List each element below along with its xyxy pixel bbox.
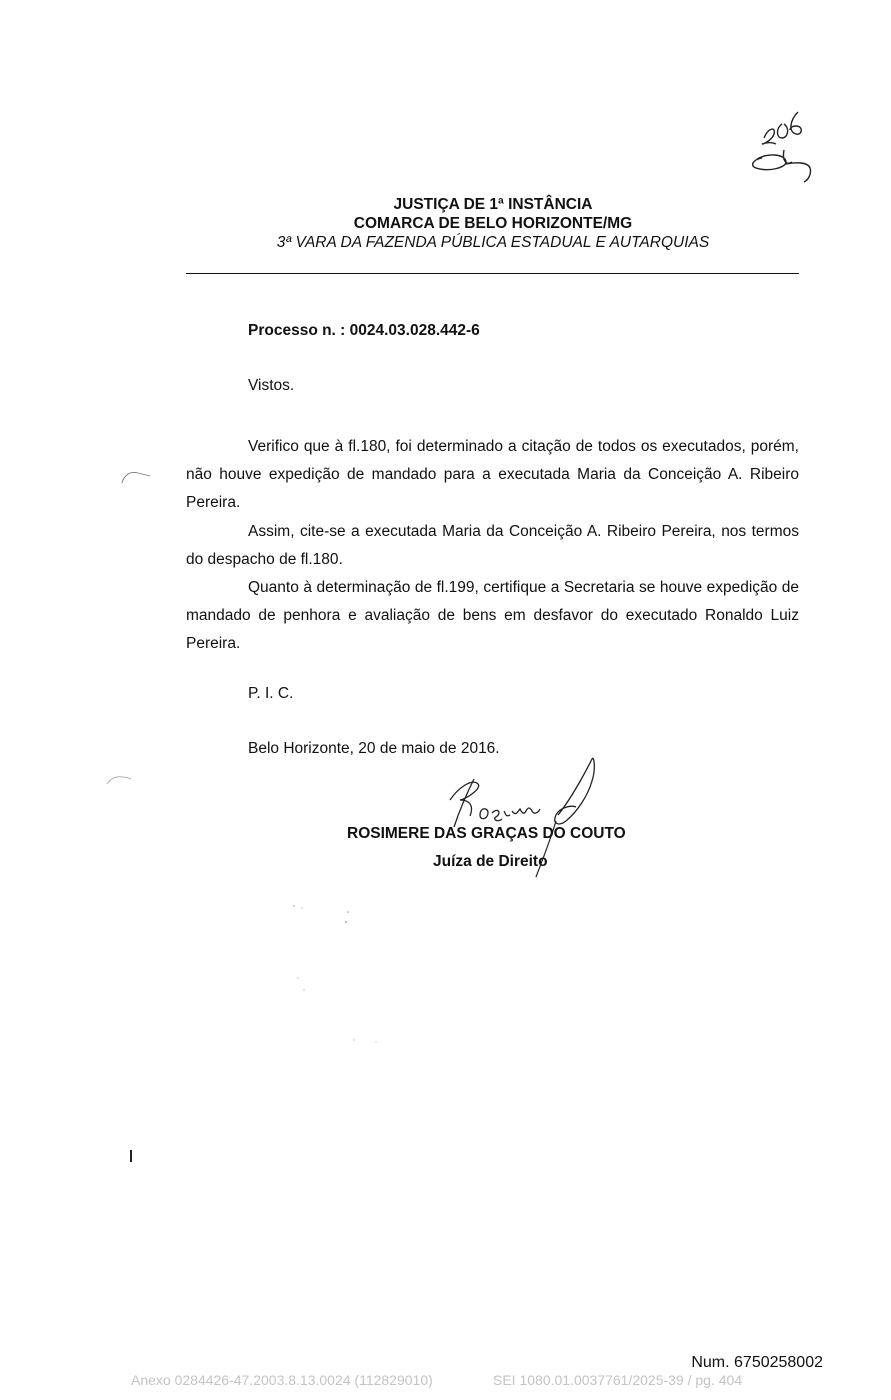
header-division: 3ª VARA DA FAZENDA PÚBLICA ESTADUAL E AUTARQUIAS (276, 234, 710, 251)
vistos-label: Vistos. (248, 377, 295, 394)
document-number: Num. 6750258002 (691, 1354, 823, 1371)
header-divider (186, 273, 799, 274)
paragraph-2: Assim, cite-se a executada Maria da Conceição A. Ribeiro Pereira, nos termos do despacho de fl.180. (186, 522, 799, 568)
header-court-level: JUSTIÇA DE 1ª INSTÂNCIA (393, 196, 593, 213)
place-and-date: Belo Horizonte, 20 de maio de 2016. (248, 740, 500, 757)
footer-sei-reference: SEI 1080.01.0037761/2025-39 / pg. 404 (493, 1372, 743, 1388)
process-number: Processo n. : 0024.03.028.442-6 (248, 322, 480, 339)
scan-specks (280, 900, 400, 1060)
handwritten-folio-number (740, 100, 830, 200)
margin-pencil-mark-2 (104, 770, 134, 790)
signer-role: Juíza de Direito (433, 853, 548, 870)
pic-abbreviation: P. I. C. (248, 685, 294, 702)
court-header (0, 195, 891, 252)
decision-body (186, 433, 799, 659)
margin-pencil-mark (118, 465, 152, 487)
signer-name: ROSIMERE DAS GRAÇAS DO COUTO (347, 825, 626, 842)
header-district: COMARCA DE BELO HORIZONTE/MG (353, 215, 633, 232)
footer-annex-reference: Anexo 0284426-47.2003.8.13.0024 (112829010) (131, 1372, 433, 1388)
paragraph-1: Verifico que à fl.180, foi determinado a citação de todos os executados, porém, não houve expedição de mandado para a executada Maria da Conceição A. Ribeiro Pereira. (186, 438, 799, 512)
margin-tick-mark (130, 1150, 132, 1162)
paragraph-3: Quanto à determinação de fl.199, certifique a Secretaria se houve expedição de mandado de penhora e avaliação de bens em desfavor do executado Ronaldo Luiz Pereira. (186, 579, 799, 653)
